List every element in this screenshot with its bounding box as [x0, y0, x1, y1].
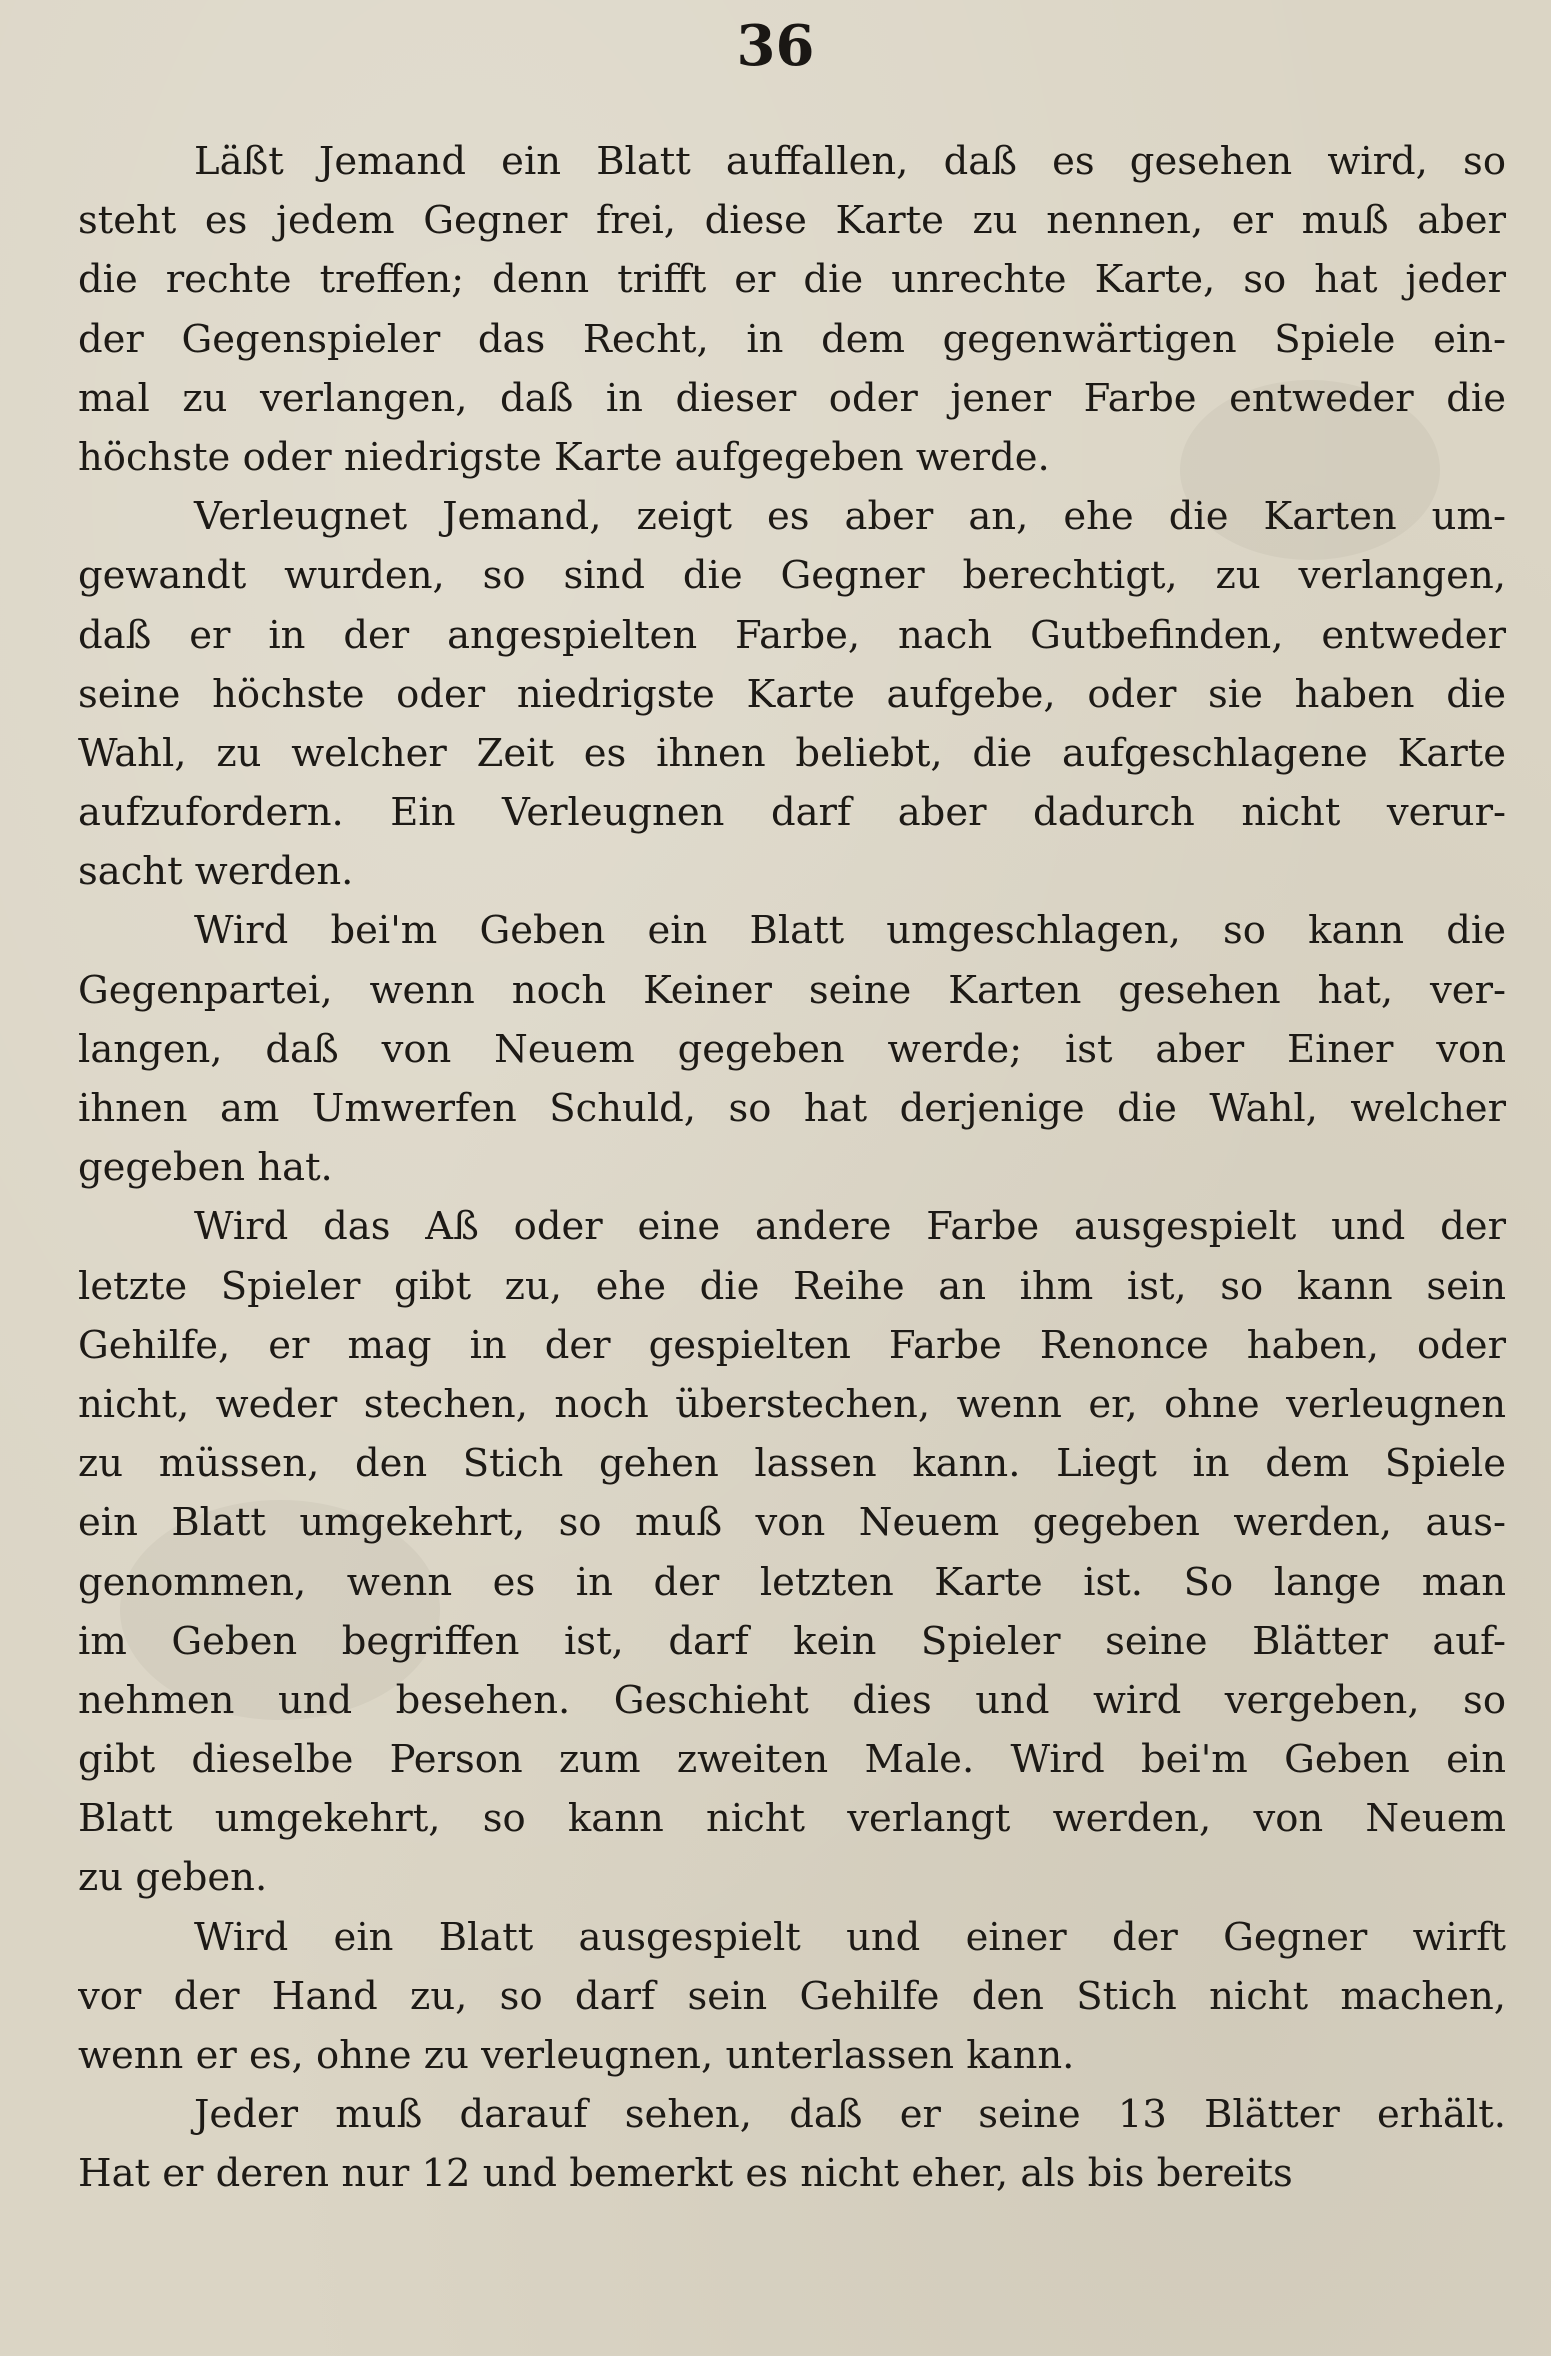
text-line: Verleugnet Jemand, zeigt es aber an, ehe die Karten um-	[194, 494, 1506, 540]
text-line: Wahl, zu welcher Zeit es ihnen beliebt, die aufgeschlagene Karte	[78, 730, 1506, 776]
text-line: Läßt Jemand ein Blatt auffallen, daß es gesehen wird, so	[194, 139, 1506, 184]
text-line: vor der Hand zu, so darf sein Gehilfe den Stich nicht machen,	[78, 1973, 1506, 2019]
text-line: die rechte treffen; denn trifft er die unrechte Karte, so hat jeder	[78, 257, 1506, 303]
text-line: gewandt wurden, so sind die Gegner berechtigt, zu verlangen,	[78, 553, 1506, 599]
text-line: ihnen am Umwerfen Schuld, so hat derjenige die Wahl, welcher	[78, 1086, 1506, 1131]
text-line: sacht werden.	[78, 849, 354, 895]
text-line: ein Blatt umgekehrt, so muß von Neuem gegeben werden, aus-	[78, 1500, 1506, 1546]
page-number: 36	[736, 13, 815, 79]
text-line: nicht, weder stechen, noch überstechen, wenn er, ohne verleugnen	[78, 1381, 1506, 1427]
paragraph	[78, 1197, 1506, 1907]
text-line: steht es jedem Gegner frei, diese Karte zu nennen, er muß aber	[78, 198, 1506, 244]
text-line: Wird ein Blatt ausgespielt und einer der Gegner wirft	[194, 1914, 1506, 1960]
paragraph	[78, 901, 1506, 1197]
text-line: genommen, wenn es in der letzten Karte ist. So lange man	[78, 1559, 1506, 1605]
text-line: Wird bei'm Geben ein Blatt umgeschlagen, so kann die	[194, 908, 1506, 954]
paragraph	[78, 487, 1506, 901]
text-line: wenn er es, ohne zu verleugnen, unterlassen kann.	[78, 2033, 1075, 2078]
text-line: Jeder muß darauf sehen, daß er seine 13 Blätter erhält.	[194, 2092, 1506, 2138]
text-line: Hat er deren nur 12 und bemerkt es nicht eher, als bis bereits	[78, 2151, 1293, 2197]
text-line: im Geben begriffen ist, darf kein Spieler seine Blätter auf-	[78, 1618, 1506, 1664]
body-text	[78, 132, 1506, 2204]
text-line: Gegenpartei, wenn noch Keiner seine Karten gesehen hat, ver-	[78, 967, 1506, 1013]
text-line: Wird das Aß oder eine andere Farbe ausgespielt und der	[194, 1204, 1506, 1250]
text-line: gibt dieselbe Person zum zweiten Male. Wird bei'm Geben ein	[78, 1737, 1506, 1783]
text-line: der Gegenspieler das Recht, in dem gegenwärtigen Spiele ein-	[78, 316, 1506, 362]
text-line: daß er in der angespielten Farbe, nach Gutbefinden, entweder	[78, 612, 1506, 658]
paragraph	[78, 2085, 1506, 2203]
text-line: nehmen und besehen. Geschieht dies und wird vergeben, so	[78, 1677, 1506, 1723]
text-line: aufzufordern. Ein Verleugnen darf aber dadurch nicht verur-	[78, 790, 1506, 836]
text-line: gegeben hat.	[78, 1145, 333, 1191]
text-line: mal zu verlangen, daß in dieser oder jener Farbe entweder die	[78, 375, 1506, 421]
text-line: Gehilfe, er mag in der gespielten Farbe Renonce haben, oder	[78, 1322, 1506, 1368]
text-line: Blatt umgekehrt, so kann nicht verlangt werden, von Neuem	[78, 1796, 1506, 1842]
paragraph	[78, 132, 1506, 487]
text-line: seine höchste oder niedrigste Karte aufgebe, oder sie haben die	[78, 671, 1506, 717]
text-line: langen, daß von Neuem gegeben werde; ist aber Einer von	[78, 1026, 1506, 1072]
paragraph	[78, 1908, 1506, 2086]
text-line: höchste oder niedrigste Karte aufgegeben werde.	[78, 434, 1050, 480]
text-line: zu geben.	[78, 1855, 268, 1901]
text-line: zu müssen, den Stich gehen lassen kann. Liegt in dem Spiele	[78, 1441, 1506, 1487]
text-line: letzte Spieler gibt zu, ehe die Reihe an ihm ist, so kann sein	[78, 1263, 1506, 1309]
